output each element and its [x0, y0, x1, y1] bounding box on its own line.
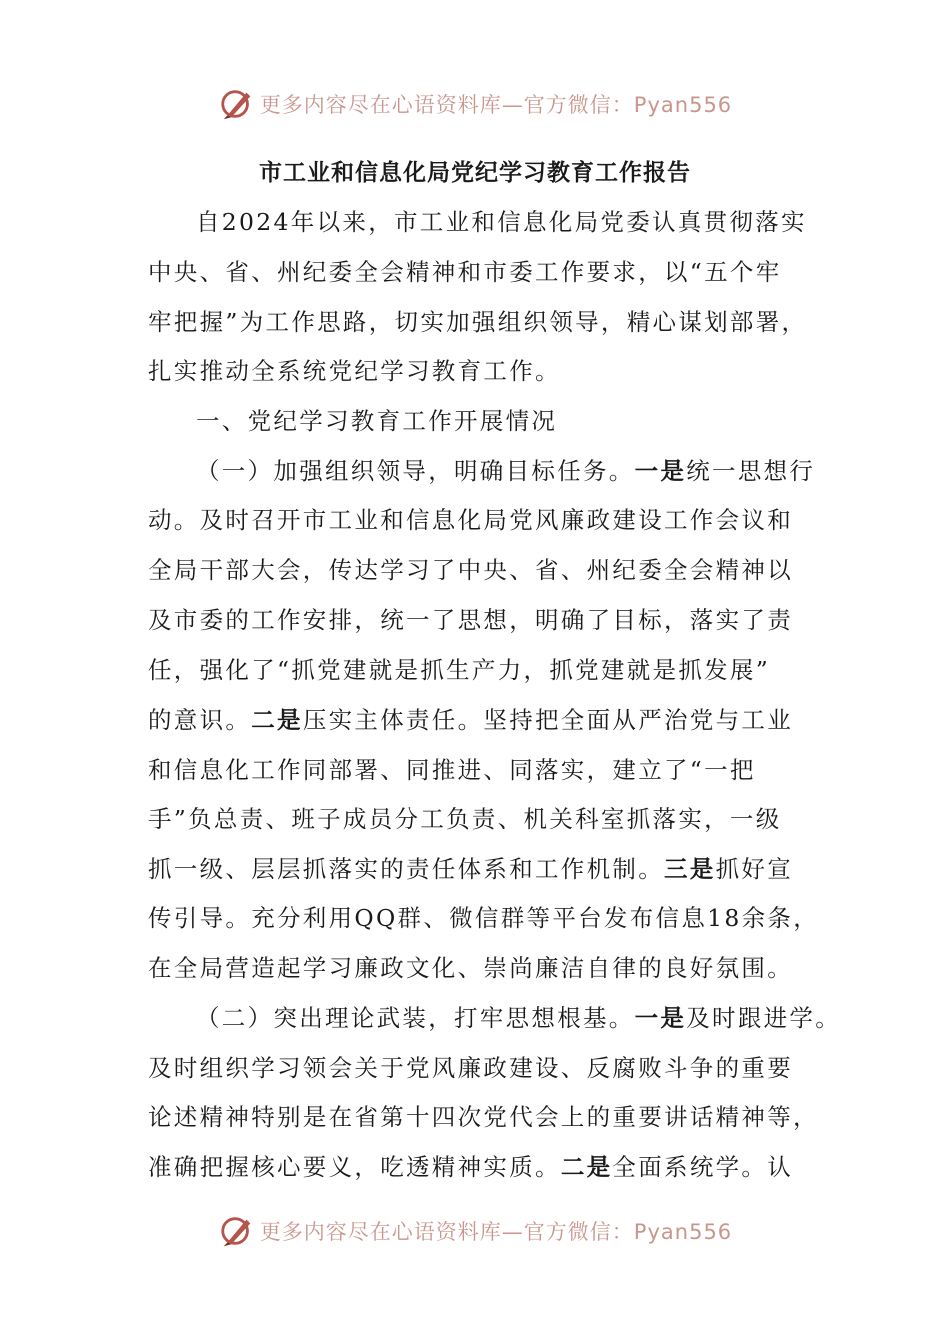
paragraph-line: 传引导。充分利用QQ群、微信群等平台发布信息18余条， — [148, 904, 820, 932]
bold-marker: 二是 — [560, 1153, 613, 1181]
bold-marker: 三是 — [664, 855, 716, 883]
line-text: 全面系统学。认 — [612, 1153, 794, 1181]
paragraph-line — [148, 1149, 828, 1185]
subsection-heading: （二）突出理论武装，打牢思想根基。 — [196, 1004, 635, 1032]
paragraph-line — [196, 1000, 876, 1036]
header-banner — [0, 84, 950, 124]
bold-marker: 一是 — [634, 457, 687, 485]
pen-nib-logo-icon — [218, 85, 256, 123]
paragraph-line: 牢把握”为工作思路，切实加强组织领导，精心谋划部署， — [148, 308, 808, 336]
bold-marker: 二是 — [251, 706, 303, 734]
line-text: 统一思想行 — [686, 457, 816, 485]
line-text: 压实主体责任。坚持把全面从严治党与工业 — [302, 706, 794, 734]
paragraph-line: 扎实推动全系统党纪学习教育工作。 — [148, 357, 561, 385]
paragraph-line: 手”负总责、班子成员分工负责、机关科室抓落实，一级 — [148, 805, 782, 833]
subsection-heading: （一）加强组织领导，明确目标任务。 — [196, 457, 635, 485]
paragraph-line: 论述精神特别是在省第十四次党代会上的重要讲话精神等， — [148, 1103, 819, 1131]
paragraph-line: 在全局营造起学习廉政文化、崇尚廉洁自律的良好氛围。 — [148, 954, 793, 982]
paragraph-line: 和信息化工作同部署、同推进、同落实，建立了“一把 — [148, 756, 756, 784]
paragraph-line: 及时组织学习领会关于党风廉政建设、反腐败斗争的重要 — [148, 1054, 793, 1082]
footer-banner — [0, 1211, 950, 1251]
paragraph-line — [196, 453, 876, 489]
paragraph-line — [148, 851, 828, 887]
line-text: 准确把握核心要义，吃透精神实质。 — [148, 1153, 561, 1181]
header-banner-text: 更多内容尽在心语资料库—官方微信：Pyan556 — [259, 93, 733, 117]
bold-marker: 一是 — [634, 1004, 687, 1032]
line-text: 抓一级、层层抓落实的责任体系和工作机制。 — [148, 855, 664, 883]
line-text: 及时跟进学。 — [686, 1004, 842, 1032]
paragraph-line: 及市委的工作安排，统一了思想，明确了目标，落实了责 — [148, 606, 793, 634]
paragraph-line: 中央、省、州纪委全会精神和市委工作要求，以“五个牢 — [148, 258, 782, 286]
paragraph-line: 全局干部大会，传达学习了中央、省、州纪委全会精神以 — [148, 556, 793, 584]
paragraph-line: 任，强化了“抓党建就是抓生产力，抓党建就是抓发展” — [148, 656, 771, 684]
footer-banner-text: 更多内容尽在心语资料库—官方微信：Pyan556 — [259, 1220, 733, 1244]
pen-nib-logo-icon — [218, 1212, 256, 1250]
document-title: 市工业和信息化局党纪学习教育工作报告 — [259, 159, 691, 186]
line-text: 抓好宣 — [715, 855, 794, 883]
paragraph-line — [148, 702, 828, 738]
section-heading: 一、党纪学习教育工作开展情况 — [196, 407, 558, 435]
line-text: 的意识。 — [148, 706, 252, 734]
paragraph-line: 自2024年以来，市工业和信息化局党委认真贯彻落实 — [196, 208, 807, 236]
paragraph-line: 动。及时召开市工业和信息化局党风廉政建设工作会议和 — [148, 506, 793, 534]
